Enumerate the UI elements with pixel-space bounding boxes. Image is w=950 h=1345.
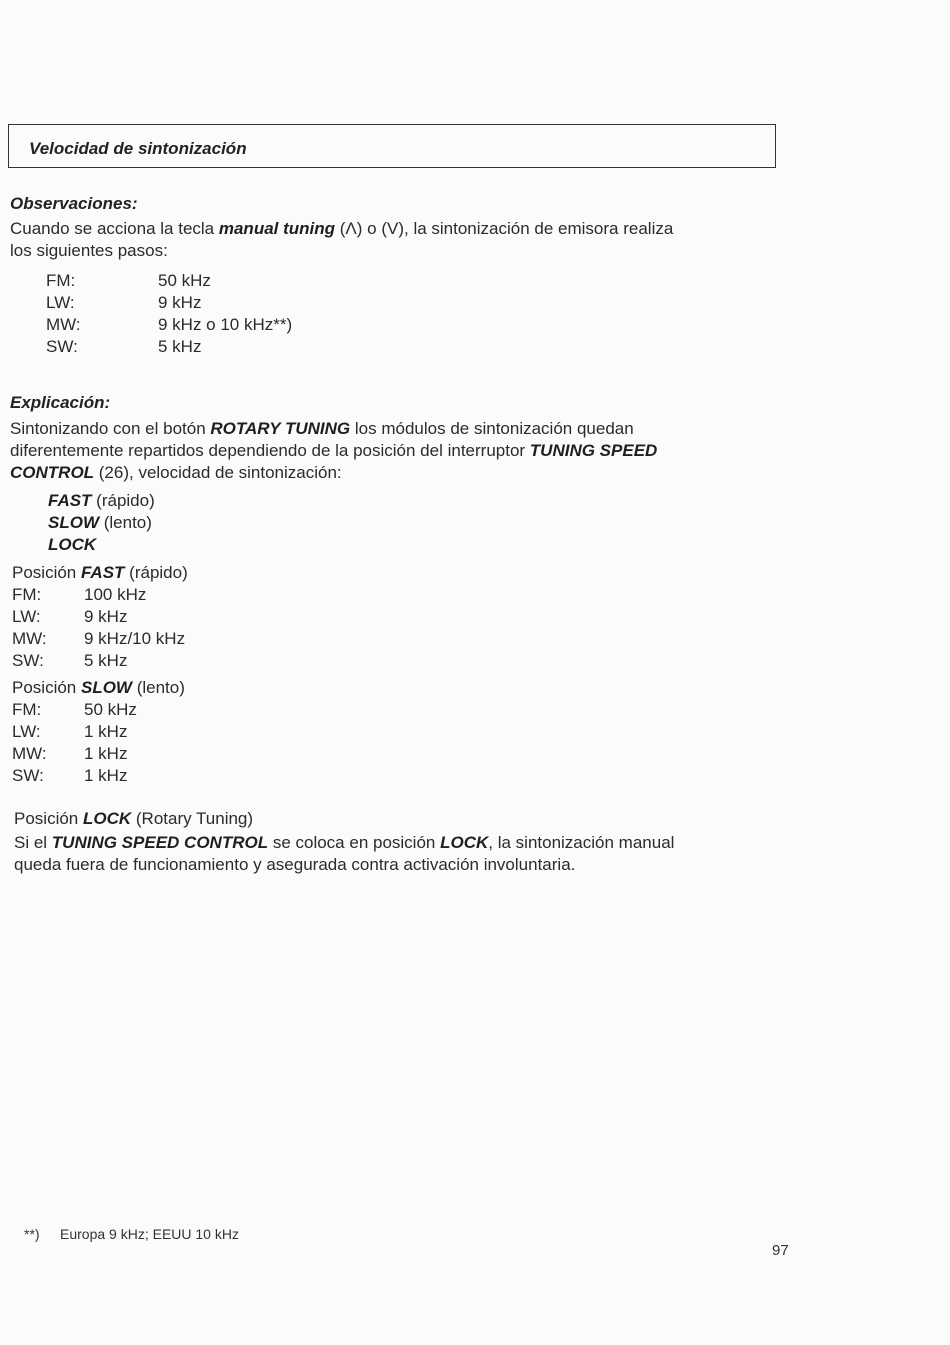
band-label: FM: bbox=[46, 271, 76, 290]
observaciones-heading: Observaciones: bbox=[10, 194, 138, 213]
position-label: Posición bbox=[14, 809, 83, 828]
band-label: FM: bbox=[12, 585, 42, 604]
lock-position-heading bbox=[14, 808, 253, 830]
band-label: SW: bbox=[46, 337, 78, 356]
band-value: 9 kHz bbox=[84, 607, 128, 626]
fast-row bbox=[12, 650, 127, 672]
band-label: MW: bbox=[46, 315, 81, 334]
band-label: LW: bbox=[12, 722, 41, 741]
lock-key: LOCK bbox=[440, 833, 489, 852]
band-label: SW: bbox=[12, 766, 44, 785]
intro-text: Cuando se acciona la tecla bbox=[10, 219, 219, 238]
lock-text: , la sintonización manual bbox=[488, 833, 675, 852]
position-desc: (Rotary Tuning) bbox=[131, 809, 254, 828]
band-value: 5 kHz bbox=[158, 337, 202, 356]
explicacion-text: Sintonizando con el botón bbox=[10, 419, 211, 438]
band-value: 9 kHz bbox=[158, 293, 202, 312]
lock-paragraph bbox=[14, 832, 784, 876]
position-desc: (rápido) bbox=[124, 563, 188, 582]
band-label: MW: bbox=[12, 629, 47, 648]
band-label: MW: bbox=[12, 744, 47, 763]
mode-item bbox=[48, 512, 152, 534]
position-label: Posición bbox=[12, 678, 81, 697]
step-row bbox=[46, 292, 201, 314]
fast-position-heading bbox=[12, 562, 188, 584]
band-value: 100 kHz bbox=[84, 585, 147, 604]
footnote-mark: **) bbox=[24, 1226, 40, 1242]
band-value: 1 kHz bbox=[84, 766, 128, 785]
manual-tuning-key: manual tuning bbox=[218, 219, 336, 238]
band-label: LW: bbox=[46, 293, 75, 312]
mode-key: FAST bbox=[48, 491, 92, 510]
mode-item bbox=[48, 490, 155, 512]
fast-row bbox=[12, 628, 185, 650]
fast-key: FAST bbox=[80, 563, 125, 582]
mode-key: SLOW bbox=[48, 513, 99, 532]
slow-position-heading bbox=[12, 677, 185, 699]
step-row bbox=[46, 270, 211, 292]
rotary-tuning-key: ROTARY TUNING bbox=[210, 419, 351, 438]
footnote bbox=[24, 1226, 239, 1242]
explicacion-text: los módulos de sintonización quedan bbox=[350, 419, 634, 438]
mode-desc: (lento) bbox=[99, 513, 152, 532]
slow-row bbox=[12, 699, 137, 721]
mode-desc: (rápido) bbox=[91, 491, 155, 510]
intro-text: (Λ) o (V), la sintonización de emisora realiza bbox=[335, 219, 674, 238]
position-label: Posición bbox=[12, 563, 81, 582]
mode-key: LOCK bbox=[48, 535, 97, 554]
fast-row bbox=[12, 606, 127, 628]
band-value: 9 kHz o 10 kHz**) bbox=[158, 315, 293, 334]
band-value: 50 kHz bbox=[158, 271, 211, 290]
band-value: 9 kHz/10 kHz bbox=[84, 629, 186, 648]
explicacion-paragraph bbox=[10, 418, 770, 484]
step-row bbox=[46, 336, 201, 358]
explicacion-text: diferentemente repartidos dependiendo de la posición del interruptor bbox=[10, 441, 530, 460]
mode-item bbox=[48, 534, 96, 556]
band-value: 1 kHz bbox=[84, 744, 128, 763]
slow-row bbox=[12, 721, 127, 743]
intro-text: los siguientes pasos: bbox=[10, 241, 168, 260]
tuning-speed-key: TUNING SPEED bbox=[529, 441, 658, 460]
section-title-box bbox=[8, 124, 776, 168]
slow-row bbox=[12, 743, 127, 765]
explicacion-heading: Explicación: bbox=[10, 393, 111, 412]
tuning-speed-control-key: TUNING SPEED CONTROL bbox=[51, 833, 269, 852]
step-row bbox=[46, 314, 292, 336]
footnote-text: Europa 9 kHz; EEUU 10 kHz bbox=[60, 1226, 239, 1242]
band-value: 5 kHz bbox=[84, 651, 128, 670]
lock-text: se coloca en posición bbox=[268, 833, 441, 852]
band-label: FM: bbox=[12, 700, 42, 719]
lock-text: Si el bbox=[14, 833, 52, 852]
lock-text: queda fuera de funcionamiento y asegurada contra activación involuntaria. bbox=[14, 855, 576, 874]
explicacion-text: (26), velocidad de sintonización: bbox=[94, 463, 342, 482]
band-value: 50 kHz bbox=[84, 700, 137, 719]
slow-key: SLOW bbox=[80, 678, 132, 697]
control-key: CONTROL bbox=[10, 463, 95, 482]
position-desc: (lento) bbox=[131, 678, 185, 697]
band-value: 1 kHz bbox=[84, 722, 128, 741]
band-label: LW: bbox=[12, 607, 41, 626]
section-title: Velocidad de sintonización bbox=[29, 139, 247, 158]
fast-row bbox=[12, 584, 146, 606]
band-label: SW: bbox=[12, 651, 44, 670]
slow-row bbox=[12, 765, 127, 787]
lock-key: LOCK bbox=[82, 809, 132, 828]
observaciones-intro bbox=[10, 218, 770, 262]
page-number: 97 bbox=[772, 1242, 789, 1259]
